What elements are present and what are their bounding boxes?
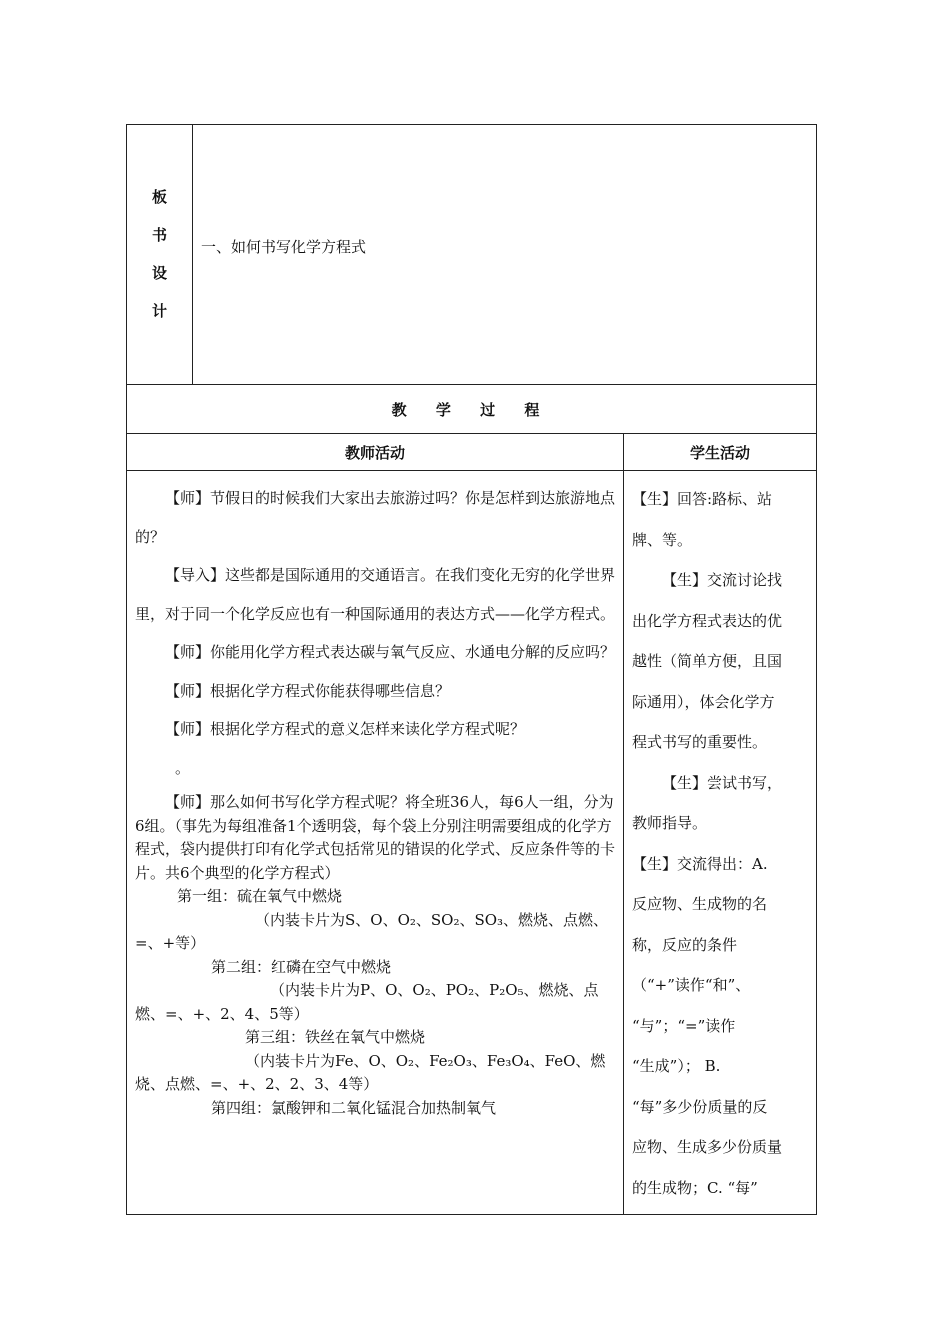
group-4-title: 第四组：氯酸钾和二氧化锰混合加热制氧气 [211,1098,497,1117]
activity-row [127,471,817,1215]
student-line: 越性（简单方便，且国 [632,652,783,670]
student-activity-header: 学生活动 [624,434,817,471]
student-line: （“+”读作“和”、 [632,976,751,994]
board-design-label [127,125,193,385]
group-1-cards: （内装卡片为S、O、O₂、SO₂、SO₃、燃烧、点燃、=、+等） [135,910,609,952]
student-line: 反应物、生成物的名 [632,895,768,913]
student-line: 际通用），体会化学方 [632,692,775,711]
board-design-text: 一、如何书写化学方程式 [201,238,367,256]
student-activity-cell [624,471,817,1215]
student-line: 【生】尝试书写， [662,773,783,792]
student-line: “与”；“=”读作 [632,1016,736,1035]
group-3-cards: （内装卡片为Fe、O、O₂、Fe₂O₃、Fe₃O₄、FeO、燃烧、点燃、=、+、2、2、3、4等） [135,1051,606,1093]
lesson-plan-sheet [126,124,816,1215]
process-title-row [127,385,817,434]
label-char: 设 [151,264,167,282]
board-design-content [193,125,817,385]
student-line: “生成”）； B. [632,1057,721,1075]
student-line: 牌、等。 [632,530,693,549]
column-header-row [127,434,817,471]
teacher-paragraph: 【师】根据化学方程式的意义怎样来读化学方程式呢？ [165,720,526,738]
student-line: 的生成物；C. “每” [632,1178,758,1197]
label-char: 计 [151,302,167,320]
student-line: 程式书写的重要性。 [632,733,768,751]
student-line: 【生】交流讨论找 [662,571,783,589]
teacher-paragraph: 【师】根据化学方程式你能获得哪些信息？ [165,681,451,700]
teacher-paragraph: 【师】节假日的时候我们大家出去旅游过吗？你是怎样到达旅游地点的？ [135,489,616,546]
group-2-cards: （内装卡片为P、O、O₂、PO₂、P₂O₅、燃烧、点燃、=、+、2、4、5等） [135,981,599,1023]
lesson-plan-table [126,124,817,1215]
process-title: 教 学 过 程 [127,385,817,434]
student-line: 应物、生成多少份质量 [632,1138,783,1156]
teacher-activity-header: 教师活动 [127,434,624,471]
student-line: “每”多少份质量的反 [632,1097,768,1116]
student-line: 【生】交流得出：A. [632,854,768,873]
student-line: 出化学方程式表达的优 [632,611,783,630]
group-1-title: 第一组：硫在氧气中燃烧 [177,887,343,905]
label-char: 书 [151,226,167,244]
board-design-row [127,125,817,385]
teacher-paragraph: 【师】那么如何书写化学方程式呢？将全班36人，每6人一组，分为6组。（事先为每组准备1个透明袋，每个袋上分别注明需要组成的化学方程式，袋内提供打印有化学式包括常见的错误的化学式、反应条件等的卡片。共6个典型的化学方程式） [135,793,616,882]
student-line: 称，反应的条件 [632,935,738,954]
teacher-paragraph: 。 [175,758,191,777]
teacher-activity-cell [127,471,624,1215]
label-char: 板 [151,188,167,206]
student-line: 教师指导。 [632,814,708,832]
teacher-paragraph: 【导入】这些都是国际通用的交通语言。在我们变化无穷的化学世界里，对于同一个化学反应也有一种国际通用的表达方式——化学方程式。 [135,566,616,623]
group-3-title: 第三组：铁丝在氧气中燃烧 [245,1028,426,1046]
student-line: 【生】回答:路标、站 [632,490,773,508]
group-2-title: 第二组：红磷在空气中燃烧 [211,957,392,976]
teacher-paragraph: 【师】你能用化学方程式表达碳与氧气反应、水通电分解的反应吗？ [165,643,616,661]
